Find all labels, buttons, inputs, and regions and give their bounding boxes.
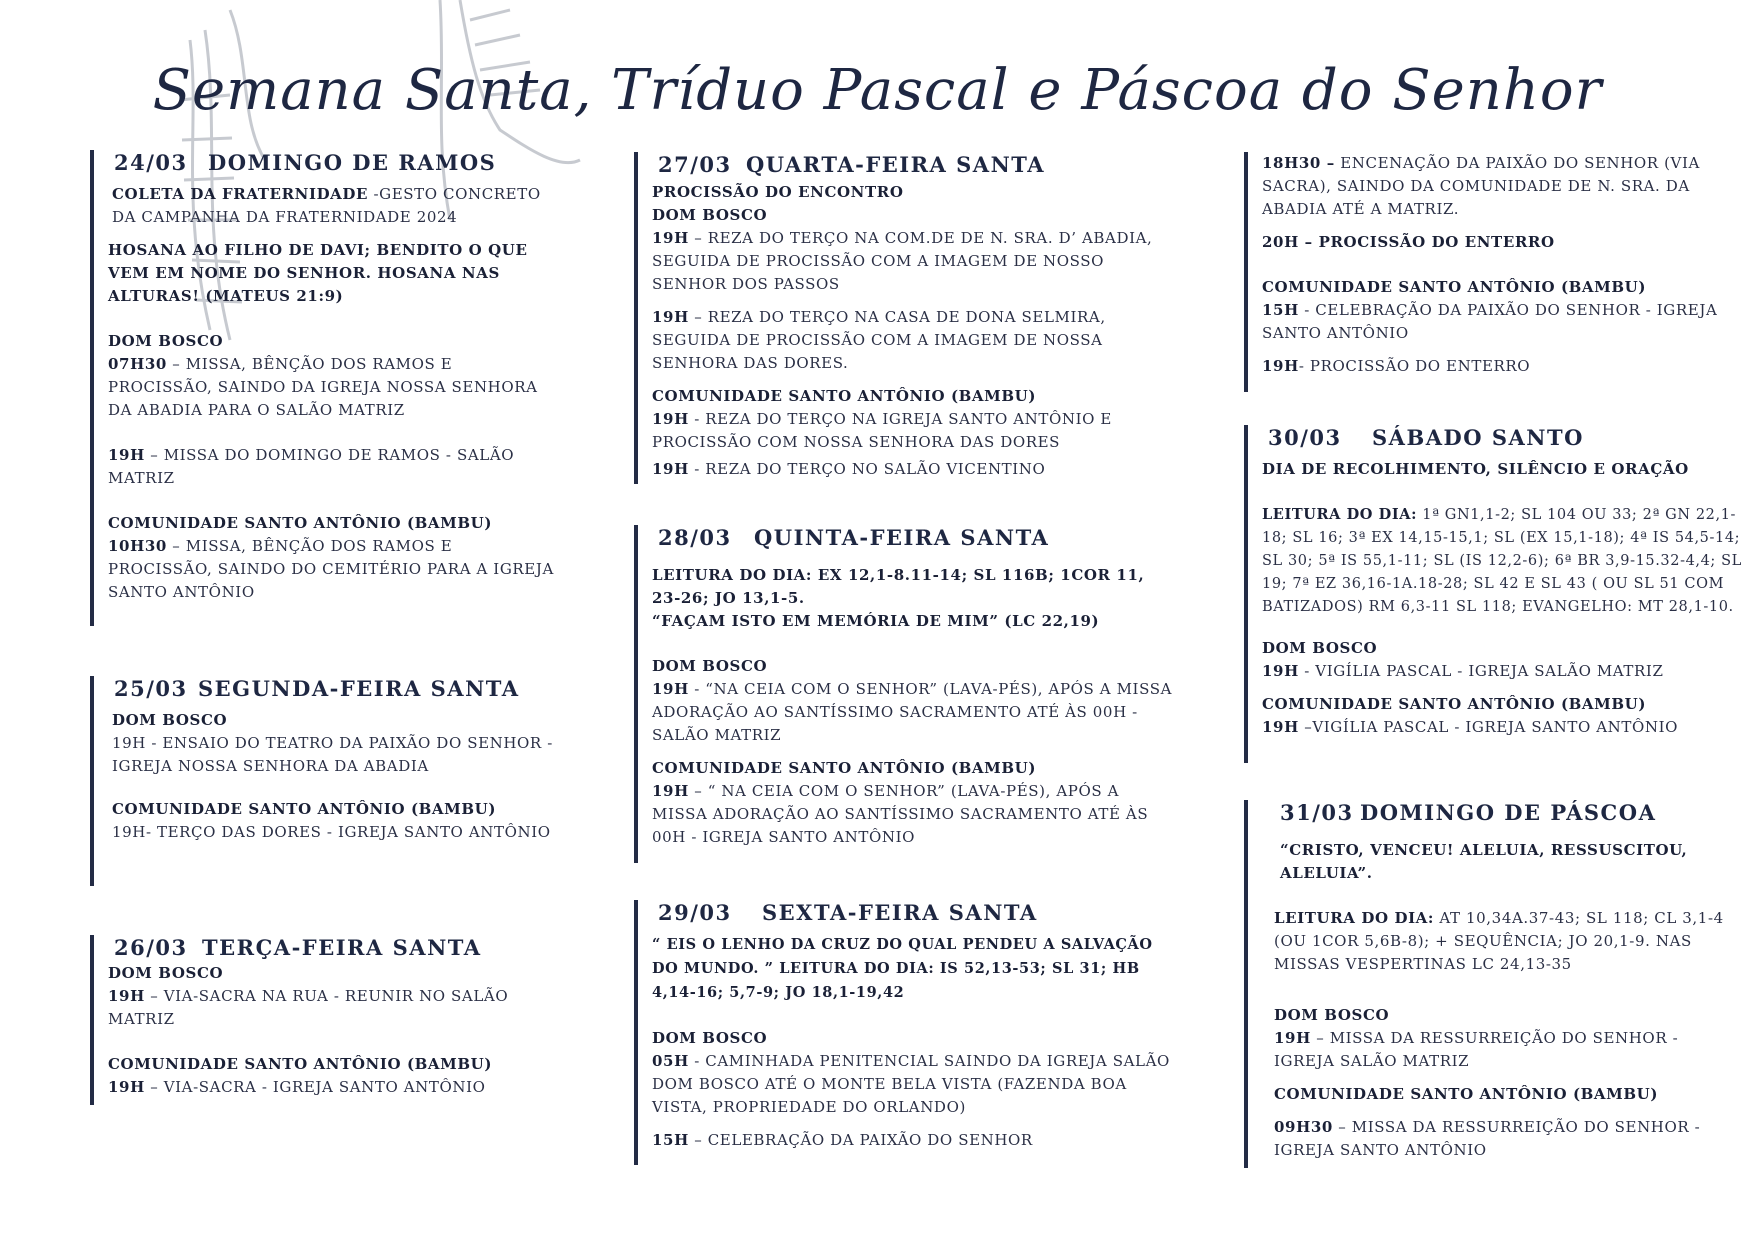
event-item: 07H30 – MISSA, BÊNÇÃO DOS RAMOS E PROCISSÃO, SAINDO DA IGREJA NOSSA SENHORA DA ABADIA PARA O SALÃO MATRIZ	[108, 355, 538, 419]
location-comunidade: COMUNIDADE SANTO ANTÔNIO (BAMBU)	[652, 387, 1037, 405]
event-item: 19H - ENSAIO DO TEATRO DA PAIXÃO DO SENHOR - IGREJA NOSSA SENHORA DA ABADIA	[112, 734, 553, 775]
section-heading: 28/03 QUINTA-FEIRA SANTA	[658, 525, 1050, 550]
section-day-name: DOMINGO DE RAMOS	[208, 150, 497, 175]
recolhimento-note: DIA DE RECOLHIMENTO, SILÊNCIO E ORAÇÃO	[1262, 460, 1689, 478]
leitura-do-dia: LEITURA DO DIA: EX 12,1-8.11-14; SL 116B; 1COR 11, 23-26; JO 13,1-5.	[652, 566, 1145, 607]
hosana-quote: HOSANA AO FILHO DE DAVI; BENDITO O QUE VEM EM NOME DO SENHOR. HOSANA NAS ALTURAS! (MATEUS 21:9)	[108, 241, 528, 305]
location-dom-bosco: DOM BOSCO	[108, 964, 224, 982]
event-item: 18H30 – ENCENAÇÃO DA PAIXÃO DO SENHOR (VIA SACRA), SAINDO DA COMUNIDADE DE N. SRA. DA ABADIA ATÉ A MATRIZ.	[1262, 154, 1700, 218]
scripture-quote: “ EIS O LENHO DA CRUZ DO QUAL PENDEU A SALVAÇÃO DO MUNDO. ” LEITURA DO DIA: IS 52,13-53; SL 31; HB 4,14-16; 5,7-9; JO 18,1-19,42	[652, 936, 1153, 1001]
location-dom-bosco: DOM BOSCO	[112, 711, 228, 729]
event-item: 19H –VIGÍLIA PASCAL - IGREJA SANTO ANTÔNIO	[1262, 718, 1679, 736]
location-comunidade: COMUNIDADE SANTO ANTÔNIO (BAMBU)	[1274, 1085, 1659, 1103]
event-item: 19H - REZA DO TERÇO NO SALÃO VICENTINO	[652, 460, 1046, 478]
section-heading	[114, 150, 558, 175]
section-heading: 27/03 QUARTA-FEIRA SANTA	[658, 152, 1046, 177]
event-item: 19H – REZA DO TERÇO NA COM.DE DE N. SRA. D’ ABADIA, SEGUIDA DE PROCISSÃO COM A IMAGEM DE NOSSO SENHOR DOS PASSOS	[652, 229, 1153, 293]
procissao-title: PROCISSÃO DO ENCONTRO	[652, 183, 904, 201]
event-item: 20H – PROCISSÃO DO ENTERRO	[1262, 233, 1555, 251]
event-item: 09H30 – MISSA DA RESSURREIÇÃO DO SENHOR - IGREJA SANTO ANTÔNIO	[1274, 1118, 1701, 1159]
location-dom-bosco: DOM BOSCO	[652, 206, 768, 224]
day-section-30-03	[1244, 425, 1742, 763]
location-dom-bosco: DOM BOSCO	[1274, 1006, 1390, 1024]
location-dom-bosco: DOM BOSCO	[108, 332, 224, 350]
event-item: 19H - “NA CEIA COM O SENHOR” (LAVA-PÉS), APÓS A MISSA ADORAÇÃO AO SANTÍSSIMO SACRAMENTO ATÉ ÀS 00H - SALÃO MATRIZ	[652, 680, 1173, 744]
location-comunidade: COMUNIDADE SANTO ANTÔNIO (BAMBU)	[108, 1055, 493, 1073]
section-heading: 31/03 DOMINGO DE PÁSCOA	[1280, 800, 1657, 825]
easter-quote: “CRISTO, VENCEU! ALELUIA, RESSUSCITOU, ALELUIA”.	[1280, 841, 1688, 882]
day-section-29-03	[634, 900, 1172, 1165]
event-item: 15H - CELEBRAÇÃO DA PAIXÃO DO SENHOR - IGREJA SANTO ANTÔNIO	[1262, 301, 1718, 342]
event-item: 05H - CAMINHADA PENITENCIAL SAINDO DA IGREJA SALÃO DOM BOSCO ATÉ O MONTE BELA VISTA (FAZENDA BOA VISTA, PROPRIEDADE DO ORLANDO)	[652, 1052, 1170, 1116]
day-section-24-03	[90, 150, 558, 626]
day-section-31-03	[1244, 800, 1742, 1168]
location-comunidade: COMUNIDADE SANTO ANTÔNIO (BAMBU)	[652, 759, 1037, 777]
day-section-25-03	[90, 676, 558, 886]
page-title: Semana Santa, Tríduo Pascal e Páscoa do Senhor	[152, 58, 1603, 123]
event-item: 19H – MISSA DA RESSURREIÇÃO DO SENHOR - IGREJA SALÃO MATRIZ	[1274, 1029, 1679, 1070]
event-item: 19H - VIGÍLIA PASCAL - IGREJA SALÃO MATRIZ	[1262, 662, 1664, 680]
event-item: 10H30 – MISSA, BÊNÇÃO DOS RAMOS E PROCISSÃO, SAINDO DO CEMITÉRIO PARA A IGREJA SANTO ANTÔNIO	[108, 537, 554, 601]
location-dom-bosco: DOM BOSCO	[652, 1029, 768, 1047]
scripture-quote: “FAÇAM ISTO EM MEMÓRIA DE MIM” (LC 22,19)	[652, 612, 1100, 630]
event-item: 19H- TERÇO DAS DORES - IGREJA SANTO ANTÔNIO	[112, 823, 551, 841]
location-comunidade: COMUNIDADE SANTO ANTÔNIO (BAMBU)	[108, 514, 493, 532]
day-section-26-03	[90, 935, 558, 1105]
location-comunidade: COMUNIDADE SANTO ANTÔNIO (BAMBU)	[112, 800, 497, 818]
event-item: 19H – MISSA DO DOMINGO DE RAMOS - SALÃO MATRIZ	[108, 446, 515, 487]
section-heading: 26/03 TERÇA-FEIRA SANTA	[114, 935, 482, 960]
event-item: 19H – “ NA CEIA COM O SENHOR” (LAVA-PÉS), APÓS A MISSA ADORAÇÃO AO SANTÍSSIMO SACRAMENTO ATÉ ÀS 00H - IGREJA SANTO ANTÔNIO	[652, 782, 1149, 846]
location-dom-bosco: DOM BOSCO	[1262, 639, 1378, 657]
event-item: 15H – CELEBRAÇÃO DA PAIXÃO DO SENHOR	[652, 1131, 1033, 1149]
location-comunidade: COMUNIDADE SANTO ANTÔNIO (BAMBU)	[1262, 695, 1647, 713]
location-dom-bosco: DOM BOSCO	[652, 657, 768, 675]
event-item: 19H – VIA-SACRA NA RUA - REUNIR NO SALÃO MATRIZ	[108, 987, 509, 1028]
day-section-27-03	[634, 152, 1172, 484]
day-section-29-03-cont	[1244, 152, 1742, 392]
section-heading: 29/03 SEXTA-FEIRA SANTA	[658, 900, 1038, 925]
leitura-do-dia: LEITURA DO DIA: AT 10,34A.37-43; SL 118; CL 3,1-4 (OU 1COR 5,6B-8); + SEQUÊNCIA; JO 20,1-9. NAS MISSAS VESPERTINAS LC 24,13-35	[1274, 909, 1724, 973]
section-heading: 25/03 SEGUNDA-FEIRA SANTA	[114, 676, 520, 701]
event-item: 19H - REZA DO TERÇO NA IGREJA SANTO ANTÔNIO E PROCISSÃO COM NOSSA SENHORA DAS DORES	[652, 410, 1112, 451]
section-date: 24/03	[114, 150, 188, 175]
event-item: 19H – REZA DO TERÇO NA CASA DE DONA SELMIRA, SEGUIDA DE PROCISSÃO COM A IMAGEM DE NOSSA SENHORA DAS DORES.	[652, 308, 1106, 372]
event-item: 19H- PROCISSÃO DO ENTERRO	[1262, 357, 1531, 375]
section-heading: 30/03 SÁBADO SANTO	[1268, 425, 1584, 450]
event-item: 19H – VIA-SACRA - IGREJA SANTO ANTÔNIO	[108, 1078, 486, 1096]
day-section-28-03	[634, 525, 1172, 863]
leitura-do-dia: LEITURA DO DIA: 1ª GN1,1-2; SL 104 OU 33; 2ª GN 22,1-18; SL 16; 3ª EX 14,15-15,1; SL (EX 15,1-18); 4ª IS 54,5-14; SL 30; 5ª IS 55,1-11; SL (IS 12,2-6); 6ª BR 3,9-15.32-4,4; SL 19; 7ª EZ 36,16-1A.18-28; SL 42 E SL 43 ( OU SL 51 COM BATIZADOS) RM 6,3-11 SL 118; EVANGELHO: MT 28,1-10.	[1262, 506, 1742, 615]
coleta-note: COLETA DA FRATERNIDADE -GESTO CONCRETO DA CAMPANHA DA FRATERNIDADE 2024	[112, 185, 541, 226]
location-comunidade: COMUNIDADE SANTO ANTÔNIO (BAMBU)	[1262, 278, 1647, 296]
